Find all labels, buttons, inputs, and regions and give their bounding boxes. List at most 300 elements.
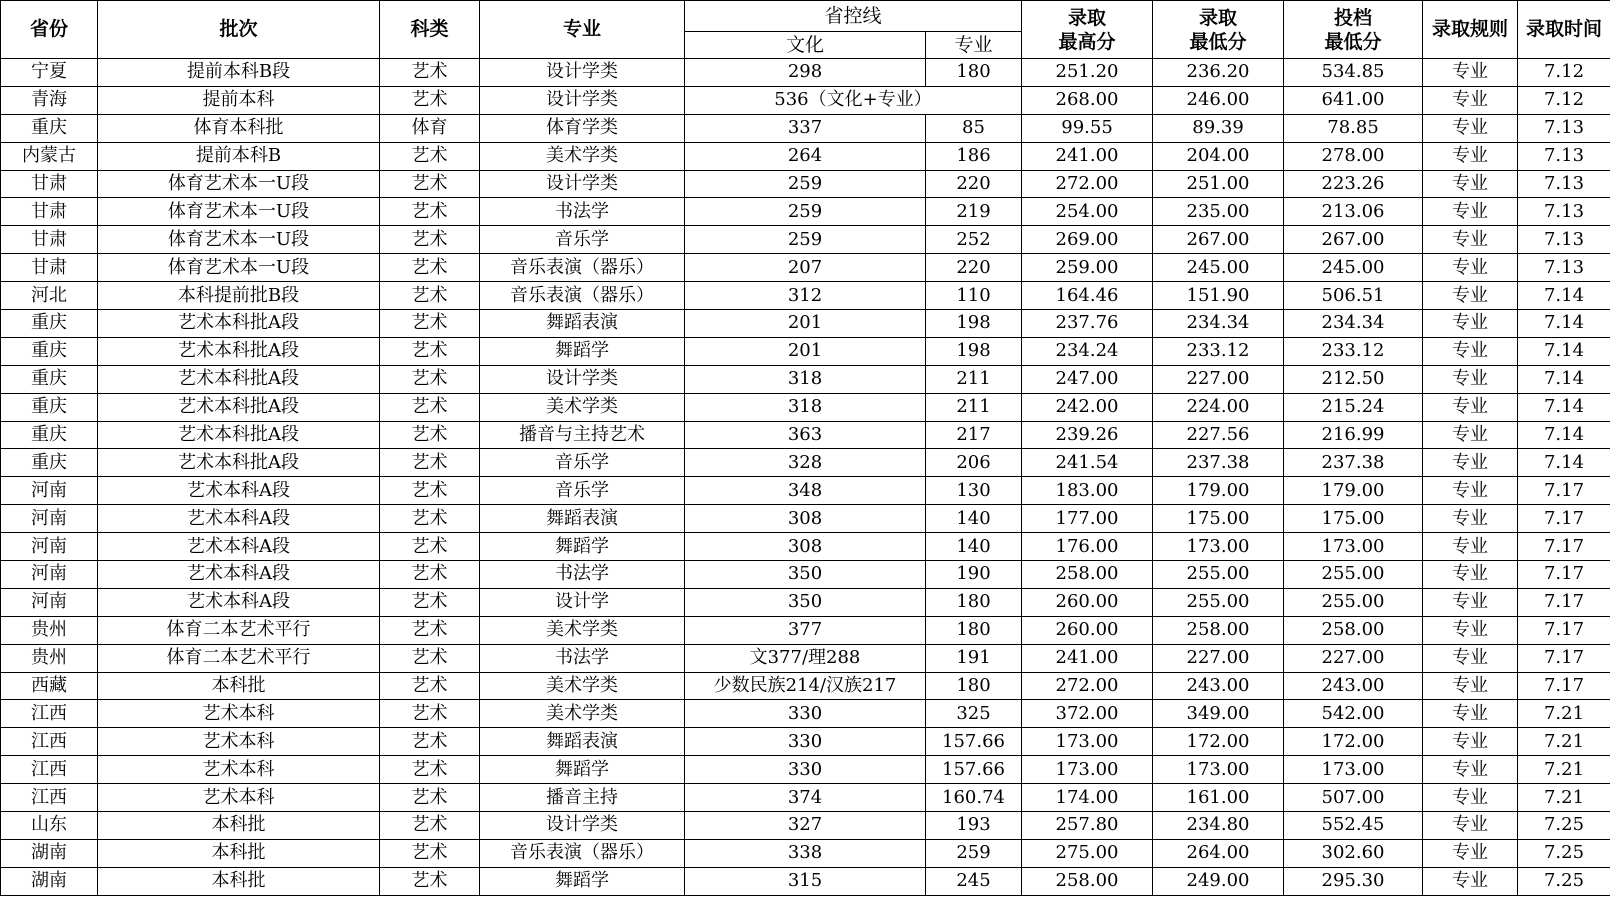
cell-max: 239.26 bbox=[1022, 421, 1153, 449]
cell-rule: 专业 bbox=[1423, 561, 1518, 589]
cell-category: 体育 bbox=[380, 114, 480, 142]
cell-time: 7.17 bbox=[1518, 505, 1610, 533]
cell-specialty: 140 bbox=[926, 533, 1022, 561]
cell-province: 重庆 bbox=[1, 449, 98, 477]
cell-specialty: 193 bbox=[926, 812, 1022, 840]
cell-province: 河南 bbox=[1, 533, 98, 561]
cell-batch: 体育艺术本一U段 bbox=[98, 170, 380, 198]
header-province: 省份 bbox=[1, 1, 98, 59]
cell-major: 美术学类 bbox=[480, 672, 685, 700]
cell-time: 7.17 bbox=[1518, 588, 1610, 616]
cell-province: 西藏 bbox=[1, 672, 98, 700]
cell-specialty: 191 bbox=[926, 644, 1022, 672]
cell-file-min: 278.00 bbox=[1284, 142, 1423, 170]
cell-max: 259.00 bbox=[1022, 254, 1153, 282]
cell-category: 艺术 bbox=[380, 337, 480, 365]
cell-batch: 艺术本科A段 bbox=[98, 588, 380, 616]
cell-category: 艺术 bbox=[380, 393, 480, 421]
cell-batch: 艺术本科 bbox=[98, 728, 380, 756]
cell-max: 260.00 bbox=[1022, 588, 1153, 616]
cell-max: 176.00 bbox=[1022, 533, 1153, 561]
cell-file-min: 78.85 bbox=[1284, 114, 1423, 142]
table-row bbox=[1, 839, 1610, 867]
cell-province: 贵州 bbox=[1, 644, 98, 672]
cell-time: 7.13 bbox=[1518, 254, 1610, 282]
cell-major: 书法学 bbox=[480, 198, 685, 226]
cell-time: 7.12 bbox=[1518, 59, 1610, 87]
cell-max: 272.00 bbox=[1022, 672, 1153, 700]
cell-batch: 本科批 bbox=[98, 672, 380, 700]
cell-province: 河南 bbox=[1, 505, 98, 533]
cell-category: 艺术 bbox=[380, 477, 480, 505]
cell-culture: 374 bbox=[685, 784, 926, 812]
header-file-min bbox=[1284, 1, 1423, 59]
cell-major: 舞蹈学 bbox=[480, 533, 685, 561]
cell-province: 重庆 bbox=[1, 365, 98, 393]
cell-province: 湖南 bbox=[1, 867, 98, 895]
table-row bbox=[1, 505, 1610, 533]
cell-min: 173.00 bbox=[1153, 756, 1284, 784]
cell-max: 251.20 bbox=[1022, 59, 1153, 87]
cell-rule: 专业 bbox=[1423, 672, 1518, 700]
cell-file-min: 258.00 bbox=[1284, 616, 1423, 644]
cell-category: 艺术 bbox=[380, 170, 480, 198]
cell-major: 舞蹈学 bbox=[480, 337, 685, 365]
header-file-min-line1: 投档 bbox=[1334, 6, 1373, 29]
cell-rule: 专业 bbox=[1423, 421, 1518, 449]
cell-max: 173.00 bbox=[1022, 756, 1153, 784]
cell-culture: 318 bbox=[685, 393, 926, 421]
cell-batch: 本科提前批B段 bbox=[98, 282, 380, 310]
cell-culture: 259 bbox=[685, 226, 926, 254]
table-row bbox=[1, 310, 1610, 338]
cell-batch: 艺术本科批A段 bbox=[98, 449, 380, 477]
cell-culture: 348 bbox=[685, 477, 926, 505]
cell-rule: 专业 bbox=[1423, 533, 1518, 561]
cell-culture: 330 bbox=[685, 756, 926, 784]
cell-time: 7.17 bbox=[1518, 672, 1610, 700]
cell-file-min: 255.00 bbox=[1284, 561, 1423, 589]
cell-culture: 308 bbox=[685, 505, 926, 533]
cell-file-min: 215.24 bbox=[1284, 393, 1423, 421]
cell-category: 艺术 bbox=[380, 198, 480, 226]
cell-file-min: 175.00 bbox=[1284, 505, 1423, 533]
cell-batch: 体育二本艺术平行 bbox=[98, 644, 380, 672]
cell-time: 7.13 bbox=[1518, 142, 1610, 170]
cell-min: 233.12 bbox=[1153, 337, 1284, 365]
cell-batch: 艺术本科A段 bbox=[98, 477, 380, 505]
table-row bbox=[1, 672, 1610, 700]
cell-specialty: 245 bbox=[926, 867, 1022, 895]
table-row bbox=[1, 867, 1610, 895]
cell-major: 音乐表演（器乐） bbox=[480, 282, 685, 310]
cell-major: 音乐学 bbox=[480, 449, 685, 477]
header-file-min-line2: 最低分 bbox=[1324, 30, 1382, 53]
cell-file-min: 227.00 bbox=[1284, 644, 1423, 672]
cell-file-min: 173.00 bbox=[1284, 533, 1423, 561]
cell-file-min: 233.12 bbox=[1284, 337, 1423, 365]
table-row bbox=[1, 337, 1610, 365]
cell-culture: 330 bbox=[685, 728, 926, 756]
cell-file-min: 179.00 bbox=[1284, 477, 1423, 505]
cell-specialty: 180 bbox=[926, 59, 1022, 87]
header-min-score-line1: 录取 bbox=[1199, 6, 1238, 29]
cell-specialty: 198 bbox=[926, 310, 1022, 338]
cell-min: 243.00 bbox=[1153, 672, 1284, 700]
cell-min: 245.00 bbox=[1153, 254, 1284, 282]
cell-time: 7.25 bbox=[1518, 812, 1610, 840]
cell-major: 设计学 bbox=[480, 588, 685, 616]
table-row bbox=[1, 170, 1610, 198]
table-row bbox=[1, 700, 1610, 728]
cell-max: 241.00 bbox=[1022, 142, 1153, 170]
cell-time: 7.14 bbox=[1518, 337, 1610, 365]
cell-min: 161.00 bbox=[1153, 784, 1284, 812]
cell-file-min: 234.34 bbox=[1284, 310, 1423, 338]
cell-major: 书法学 bbox=[480, 644, 685, 672]
cell-min: 251.00 bbox=[1153, 170, 1284, 198]
cell-culture: 350 bbox=[685, 588, 926, 616]
table-header bbox=[1, 1, 1610, 59]
cell-rule: 专业 bbox=[1423, 282, 1518, 310]
cell-min: 151.90 bbox=[1153, 282, 1284, 310]
cell-culture: 350 bbox=[685, 561, 926, 589]
table-row bbox=[1, 86, 1610, 114]
cell-major: 音乐学 bbox=[480, 226, 685, 254]
cell-category: 艺术 bbox=[380, 588, 480, 616]
cell-province: 江西 bbox=[1, 756, 98, 784]
cell-major: 美术学类 bbox=[480, 393, 685, 421]
cell-file-min: 255.00 bbox=[1284, 588, 1423, 616]
cell-province: 山东 bbox=[1, 812, 98, 840]
cell-batch: 艺术本科 bbox=[98, 700, 380, 728]
cell-max: 177.00 bbox=[1022, 505, 1153, 533]
cell-file-min: 243.00 bbox=[1284, 672, 1423, 700]
cell-time: 7.14 bbox=[1518, 365, 1610, 393]
cell-time: 7.25 bbox=[1518, 867, 1610, 895]
cell-category: 艺术 bbox=[380, 784, 480, 812]
cell-min: 224.00 bbox=[1153, 393, 1284, 421]
cell-specialty: 211 bbox=[926, 393, 1022, 421]
cell-culture: 少数民族214/汉族217 bbox=[685, 672, 926, 700]
cell-batch: 提前本科 bbox=[98, 86, 380, 114]
cell-category: 艺术 bbox=[380, 254, 480, 282]
cell-specialty: 180 bbox=[926, 616, 1022, 644]
cell-category: 艺术 bbox=[380, 756, 480, 784]
cell-max: 174.00 bbox=[1022, 784, 1153, 812]
cell-max: 372.00 bbox=[1022, 700, 1153, 728]
cell-category: 艺术 bbox=[380, 365, 480, 393]
table-row bbox=[1, 533, 1610, 561]
cell-category: 艺术 bbox=[380, 728, 480, 756]
cell-max: 99.55 bbox=[1022, 114, 1153, 142]
header-control-major: 专业 bbox=[926, 32, 1022, 59]
table-body bbox=[1, 59, 1610, 896]
cell-specialty: 180 bbox=[926, 588, 1022, 616]
cell-culture: 327 bbox=[685, 812, 926, 840]
header-min-score bbox=[1153, 1, 1284, 59]
cell-rule: 专业 bbox=[1423, 449, 1518, 477]
cell-specialty: 198 bbox=[926, 337, 1022, 365]
cell-province: 江西 bbox=[1, 784, 98, 812]
cell-category: 艺术 bbox=[380, 226, 480, 254]
cell-min: 237.38 bbox=[1153, 449, 1284, 477]
cell-max: 258.00 bbox=[1022, 867, 1153, 895]
cell-category: 艺术 bbox=[380, 867, 480, 895]
cell-file-min: 173.00 bbox=[1284, 756, 1423, 784]
cell-category: 艺术 bbox=[380, 310, 480, 338]
cell-time: 7.13 bbox=[1518, 170, 1610, 198]
cell-major: 书法学 bbox=[480, 561, 685, 589]
cell-culture: 330 bbox=[685, 700, 926, 728]
cell-file-min: 295.30 bbox=[1284, 867, 1423, 895]
cell-min: 249.00 bbox=[1153, 867, 1284, 895]
cell-batch: 本科批 bbox=[98, 839, 380, 867]
cell-major: 设计学类 bbox=[480, 86, 685, 114]
cell-max: 183.00 bbox=[1022, 477, 1153, 505]
cell-major: 美术学类 bbox=[480, 142, 685, 170]
cell-time: 7.14 bbox=[1518, 310, 1610, 338]
cell-time: 7.12 bbox=[1518, 86, 1610, 114]
cell-rule: 专业 bbox=[1423, 226, 1518, 254]
cell-max: 268.00 bbox=[1022, 86, 1153, 114]
table-row bbox=[1, 282, 1610, 310]
cell-province: 贵州 bbox=[1, 616, 98, 644]
table-row bbox=[1, 588, 1610, 616]
cell-province: 重庆 bbox=[1, 114, 98, 142]
cell-culture: 337 bbox=[685, 114, 926, 142]
cell-time: 7.21 bbox=[1518, 784, 1610, 812]
table-row bbox=[1, 756, 1610, 784]
cell-province: 甘肃 bbox=[1, 198, 98, 226]
table-row bbox=[1, 59, 1610, 87]
cell-specialty: 259 bbox=[926, 839, 1022, 867]
cell-max: 254.00 bbox=[1022, 198, 1153, 226]
cell-major: 音乐表演（器乐） bbox=[480, 839, 685, 867]
header-batch: 批次 bbox=[98, 1, 380, 59]
table-row bbox=[1, 421, 1610, 449]
cell-min: 234.34 bbox=[1153, 310, 1284, 338]
cell-rule: 专业 bbox=[1423, 142, 1518, 170]
cell-min: 235.00 bbox=[1153, 198, 1284, 226]
cell-major: 设计学类 bbox=[480, 812, 685, 840]
cell-rule: 专业 bbox=[1423, 616, 1518, 644]
cell-province: 重庆 bbox=[1, 421, 98, 449]
cell-batch: 艺术本科A段 bbox=[98, 533, 380, 561]
cell-min: 227.56 bbox=[1153, 421, 1284, 449]
cell-max: 258.00 bbox=[1022, 561, 1153, 589]
cell-major: 舞蹈表演 bbox=[480, 505, 685, 533]
cell-major: 设计学类 bbox=[480, 170, 685, 198]
cell-category: 艺术 bbox=[380, 142, 480, 170]
cell-time: 7.13 bbox=[1518, 114, 1610, 142]
cell-rule: 专业 bbox=[1423, 812, 1518, 840]
cell-major: 舞蹈表演 bbox=[480, 310, 685, 338]
cell-rule: 专业 bbox=[1423, 477, 1518, 505]
cell-culture: 259 bbox=[685, 198, 926, 226]
cell-culture: 312 bbox=[685, 282, 926, 310]
cell-file-min: 216.99 bbox=[1284, 421, 1423, 449]
header-control-culture: 文化 bbox=[685, 32, 926, 59]
cell-time: 7.17 bbox=[1518, 644, 1610, 672]
cell-culture: 298 bbox=[685, 59, 926, 87]
cell-rule: 专业 bbox=[1423, 867, 1518, 895]
cell-rule: 专业 bbox=[1423, 198, 1518, 226]
cell-max: 247.00 bbox=[1022, 365, 1153, 393]
cell-rule: 专业 bbox=[1423, 86, 1518, 114]
cell-min: 234.80 bbox=[1153, 812, 1284, 840]
cell-specialty: 186 bbox=[926, 142, 1022, 170]
table-row bbox=[1, 393, 1610, 421]
cell-batch: 艺术本科批A段 bbox=[98, 393, 380, 421]
cell-category: 艺术 bbox=[380, 59, 480, 87]
cell-major: 舞蹈学 bbox=[480, 756, 685, 784]
table-row bbox=[1, 449, 1610, 477]
table-row bbox=[1, 644, 1610, 672]
cell-category: 艺术 bbox=[380, 644, 480, 672]
cell-batch: 体育本科批 bbox=[98, 114, 380, 142]
cell-min: 227.00 bbox=[1153, 644, 1284, 672]
cell-major: 舞蹈学 bbox=[480, 867, 685, 895]
cell-province: 内蒙古 bbox=[1, 142, 98, 170]
cell-specialty: 160.74 bbox=[926, 784, 1022, 812]
cell-min: 89.39 bbox=[1153, 114, 1284, 142]
cell-min: 175.00 bbox=[1153, 505, 1284, 533]
cell-rule: 专业 bbox=[1423, 393, 1518, 421]
cell-major: 设计学类 bbox=[480, 59, 685, 87]
cell-province: 重庆 bbox=[1, 393, 98, 421]
cell-time: 7.21 bbox=[1518, 700, 1610, 728]
cell-time: 7.21 bbox=[1518, 728, 1610, 756]
cell-batch: 体育二本艺术平行 bbox=[98, 616, 380, 644]
cell-major: 体育学类 bbox=[480, 114, 685, 142]
cell-batch: 本科批 bbox=[98, 812, 380, 840]
header-rule: 录取规则 bbox=[1423, 1, 1518, 59]
cell-category: 艺术 bbox=[380, 616, 480, 644]
cell-culture: 315 bbox=[685, 867, 926, 895]
table-row bbox=[1, 226, 1610, 254]
cell-time: 7.14 bbox=[1518, 282, 1610, 310]
cell-specialty: 206 bbox=[926, 449, 1022, 477]
cell-major: 播音主持 bbox=[480, 784, 685, 812]
cell-max: 241.54 bbox=[1022, 449, 1153, 477]
cell-rule: 专业 bbox=[1423, 784, 1518, 812]
cell-file-min: 245.00 bbox=[1284, 254, 1423, 282]
cell-province: 甘肃 bbox=[1, 226, 98, 254]
cell-province: 河南 bbox=[1, 561, 98, 589]
cell-min: 267.00 bbox=[1153, 226, 1284, 254]
cell-province: 青海 bbox=[1, 86, 98, 114]
cell-rule: 专业 bbox=[1423, 728, 1518, 756]
cell-specialty: 130 bbox=[926, 477, 1022, 505]
cell-category: 艺术 bbox=[380, 449, 480, 477]
cell-culture: 377 bbox=[685, 616, 926, 644]
cell-category: 艺术 bbox=[380, 839, 480, 867]
cell-specialty: 157.66 bbox=[926, 728, 1022, 756]
cell-batch: 艺术本科批A段 bbox=[98, 365, 380, 393]
cell-max: 173.00 bbox=[1022, 728, 1153, 756]
cell-province: 重庆 bbox=[1, 337, 98, 365]
cell-specialty: 219 bbox=[926, 198, 1022, 226]
cell-rule: 专业 bbox=[1423, 756, 1518, 784]
cell-culture: 201 bbox=[685, 337, 926, 365]
cell-culture: 207 bbox=[685, 254, 926, 282]
cell-rule: 专业 bbox=[1423, 839, 1518, 867]
cell-rule: 专业 bbox=[1423, 170, 1518, 198]
cell-province: 江西 bbox=[1, 700, 98, 728]
cell-batch: 提前本科B段 bbox=[98, 59, 380, 87]
cell-specialty: 252 bbox=[926, 226, 1022, 254]
cell-major: 设计学类 bbox=[480, 365, 685, 393]
cell-time: 7.17 bbox=[1518, 533, 1610, 561]
cell-max: 234.24 bbox=[1022, 337, 1153, 365]
cell-major: 美术学类 bbox=[480, 700, 685, 728]
cell-province: 甘肃 bbox=[1, 254, 98, 282]
cell-rule: 专业 bbox=[1423, 365, 1518, 393]
cell-max: 275.00 bbox=[1022, 839, 1153, 867]
cell-batch: 体育艺术本一U段 bbox=[98, 198, 380, 226]
cell-culture: 338 bbox=[685, 839, 926, 867]
cell-category: 艺术 bbox=[380, 533, 480, 561]
cell-min: 236.20 bbox=[1153, 59, 1284, 87]
cell-culture: 536（文化+专业） bbox=[685, 86, 1022, 114]
cell-category: 艺术 bbox=[380, 700, 480, 728]
cell-rule: 专业 bbox=[1423, 114, 1518, 142]
cell-rule: 专业 bbox=[1423, 588, 1518, 616]
cell-province: 甘肃 bbox=[1, 170, 98, 198]
cell-batch: 艺术本科 bbox=[98, 784, 380, 812]
table-row bbox=[1, 561, 1610, 589]
cell-culture: 259 bbox=[685, 170, 926, 198]
cell-culture: 328 bbox=[685, 449, 926, 477]
cell-specialty: 180 bbox=[926, 672, 1022, 700]
cell-culture: 264 bbox=[685, 142, 926, 170]
cell-min: 173.00 bbox=[1153, 533, 1284, 561]
cell-batch: 艺术本科批A段 bbox=[98, 310, 380, 338]
header-control-line: 省控线 bbox=[685, 1, 1022, 32]
cell-category: 艺术 bbox=[380, 672, 480, 700]
cell-province: 河南 bbox=[1, 588, 98, 616]
cell-file-min: 267.00 bbox=[1284, 226, 1423, 254]
cell-specialty: 220 bbox=[926, 170, 1022, 198]
cell-batch: 艺术本科批A段 bbox=[98, 337, 380, 365]
cell-file-min: 507.00 bbox=[1284, 784, 1423, 812]
cell-rule: 专业 bbox=[1423, 59, 1518, 87]
cell-province: 湖南 bbox=[1, 839, 98, 867]
cell-specialty: 157.66 bbox=[926, 756, 1022, 784]
cell-rule: 专业 bbox=[1423, 254, 1518, 282]
cell-specialty: 220 bbox=[926, 254, 1022, 282]
cell-file-min: 302.60 bbox=[1284, 839, 1423, 867]
table-row bbox=[1, 616, 1610, 644]
cell-major: 舞蹈表演 bbox=[480, 728, 685, 756]
table-row bbox=[1, 142, 1610, 170]
cell-file-min: 223.26 bbox=[1284, 170, 1423, 198]
cell-specialty: 211 bbox=[926, 365, 1022, 393]
cell-category: 艺术 bbox=[380, 812, 480, 840]
header-category: 科类 bbox=[380, 1, 480, 59]
cell-province: 河北 bbox=[1, 282, 98, 310]
cell-major: 音乐学 bbox=[480, 477, 685, 505]
cell-batch: 艺术本科 bbox=[98, 756, 380, 784]
header-time: 录取时间 bbox=[1518, 1, 1610, 59]
cell-max: 242.00 bbox=[1022, 393, 1153, 421]
cell-major: 音乐表演（器乐） bbox=[480, 254, 685, 282]
cell-max: 272.00 bbox=[1022, 170, 1153, 198]
cell-file-min: 506.51 bbox=[1284, 282, 1423, 310]
cell-major: 美术学类 bbox=[480, 616, 685, 644]
cell-culture: 201 bbox=[685, 310, 926, 338]
